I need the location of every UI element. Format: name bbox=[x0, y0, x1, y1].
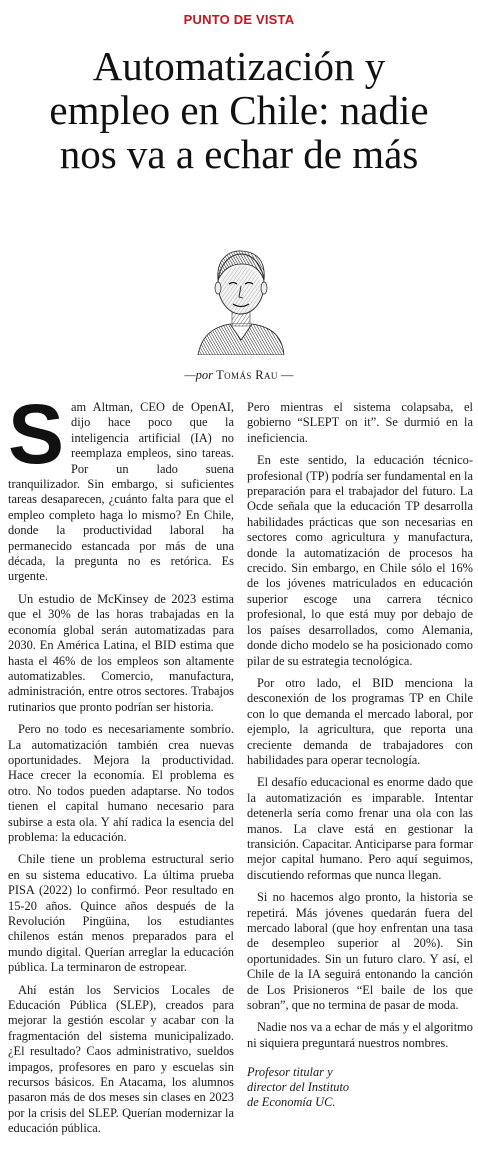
headline-line-2: empleo en Chile: nadie bbox=[49, 87, 429, 133]
signoff-line-2: director del Instituto bbox=[247, 1080, 350, 1095]
paragraph: Pero no todo es necesariamente sombrío. La automatización también crea nuevas oportunidades. Mejora la productividad. Hace crecer la economía. El problema es otro. No todos pueden adaptarse. No todos tienen el capital humano necesario para subirse a esta ola. Y ahí radica la esencia del problema: la educación. bbox=[8, 722, 234, 844]
byline-prefix: —por bbox=[184, 368, 213, 382]
column-right bbox=[247, 400, 473, 1117]
paragraph: Pero mientras el sistema colapsaba, el gobierno “SLEPT on it”. Se durmió en la ineficiencia. bbox=[247, 400, 473, 445]
paragraph: Si no hacemos algo pronto, la historia se repetirá. Más jóvenes quedarán fuera del mercado laboral (que hoy enfrentan una tasa de desempleo superior al 20%). Sin oportunidades. Sin un futuro claro. Y así, el Chile de la IA seguirá entonando la canción de Los Prisioneros “El baile de los que sobran”, que no termina de pasar de moda. bbox=[247, 890, 473, 1013]
byline bbox=[0, 368, 478, 383]
signoff-line-1: Profesor titular y bbox=[247, 1065, 333, 1080]
headline bbox=[10, 44, 468, 176]
section-label: PUNTO DE VISTA bbox=[183, 12, 295, 27]
paragraph: Chile tiene un problema estructural serio en su sistema educativo. La última prueba PISA (2022) lo confirmó. Peor resultado en 15-20 años. Quince años después de la Revolución Pingüina, los estudiantes chilenos están menos preparados para el mundo digital. Querían arreglar la educación pública. La terminaron de estropear. bbox=[8, 852, 234, 975]
headline-line-1: Automatización y bbox=[92, 43, 386, 89]
paragraph: En este sentido, la educación técnico-profesional (TP) podría ser fundamental en la preparación para el trabajador del futuro. La Ocde señala que la educación TP desarrolla habilidades prácticas que son necesarias en sectores como agricultura y manufactura, donde la automatización de procesos ha crecido. Sin embargo, en Chile sólo el 16% de los jóvenes matriculados en educación superior escoge una carrera técnico profesional, lo que está muy por debajo de los países desarrollados, como Alemania, donde dicho modelo se ha posicionado como pilar de su estrategia tecnológica. bbox=[247, 453, 473, 668]
paragraph: El desafío educacional es enorme dado que la automatización es imparable. Intentar detenerla sería como frenar una ola con las manos. La clave está en gestionar la transición. Capacitar. Anticiparse para formar mejor capital humano. Pero aquí seguimos, discutiendo reformas que nunca llegan. bbox=[247, 775, 473, 882]
drop-cap: S bbox=[8, 387, 65, 481]
column-left bbox=[8, 387, 234, 1144]
signoff-line-3: de Economía UC. bbox=[247, 1095, 336, 1110]
author-signoff bbox=[247, 1065, 473, 1110]
paragraph: Ahí están los Servicios Locales de Educación Pública (SLEP), creados para mejorar la gestión escolar y acabar con la fragmentación del sistema municipalizado. ¿El resultado? Caos administrativo, sueldos impagos, profesores en paro y escuelas sin recursos básicos. En Atacama, los alumnos pasaron más de dos meses sin clases en 2023 por la crisis del SLEP. Querían modernizar la educación pública. bbox=[8, 982, 234, 1136]
author-name: Tomás Rau bbox=[216, 368, 278, 382]
paragraph: Un estudio de McKinsey de 2023 estima que el 30% de las horas trabajadas en la economía global serán automatizadas para 2030. En América Latina, el BID estima que hasta el 46% de los empleos son altamente automatizables. Comercio, manufactura, administración, entre otros sectores. Trabajos rutinarios que pronto podrían ser historia. bbox=[8, 591, 234, 714]
paragraph bbox=[8, 387, 234, 585]
byline-suffix: — bbox=[280, 368, 294, 382]
paragraph-text: am Altman, CEO de OpenAI, dijo hace poco que la inteligencia artificial (IA) no reemplaza empleos, sino tareas. Por un lado suena tranquilizador. Sin embargo, si suficientes tareas desaparecen, ¿cuánto falta para que el empleo completo haga lo mismo? En Chile, donde la productividad laboral ha permanecido estancada por más de una década, la pregunta no es retórica. Es urgente. bbox=[8, 400, 234, 584]
paragraph: Por otro lado, el BID menciona la desconexión de los programas TP en Chile con lo que demanda el mercado laboral, por ejemplo, la agricultura, que reporta una creciente demanda de trabajadores con habilidades para operar tecnología. bbox=[247, 675, 473, 767]
headline-line-3: nos va a echar de más bbox=[59, 131, 419, 177]
author-portrait bbox=[196, 240, 286, 355]
paragraph: Nadie nos va a echar de más y el algoritmo ni siquiera preguntará nuestros nombres. bbox=[247, 1020, 473, 1050]
